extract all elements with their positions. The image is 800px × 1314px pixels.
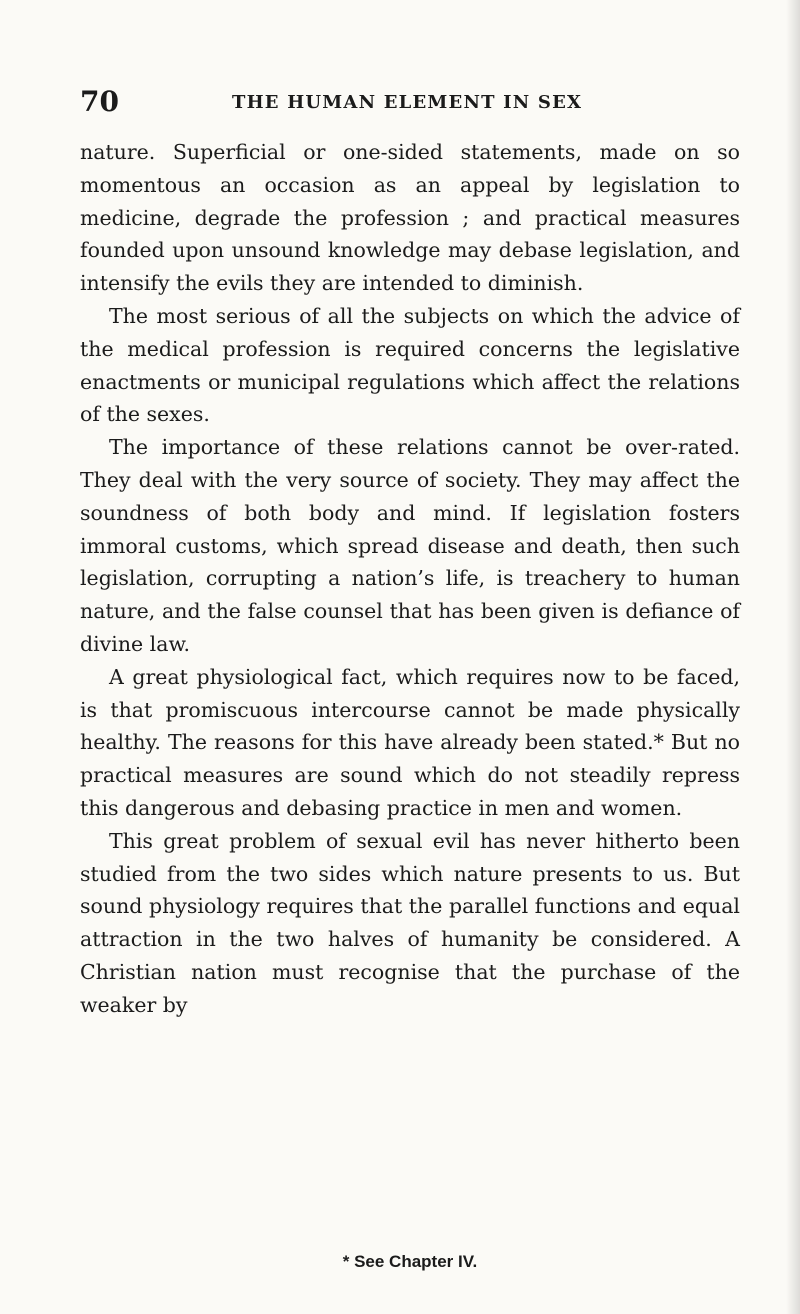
page-header [80, 84, 745, 124]
paragraph-medical-advice: The most serious of all the subjects on which the advice of the medical profession is required concerns the legislative enactments or municipal regulations which affect the relations of the sexes. [80, 303, 740, 427]
paragraph-physiological-fact: A great physiological fact, which requires now to be faced, is that promiscuous intercourse cannot be made physically healthy. The reasons for this have already been stated.* But no practical measures are sound which do not steadily repress this dangerous and debasing practice in men and women. [80, 664, 740, 820]
running-title: THE HUMAN ELEMENT IN SEX [232, 92, 583, 113]
page-number: 70 [80, 85, 119, 118]
page-edge-shadow [786, 0, 800, 1314]
paragraph-importance: The importance of these relations cannot be over-rated. They deal with the very source of society. They may affect the soundness of both body and mind. If legislation fosters immoral customs, which spread disease and death, then such legislation, corrupting a nation’s life, is treachery to human nature, and the false counsel that has been given is defiance of divine law. [80, 435, 740, 656]
paragraph-continued: nature. Superficial or one-sided statements, made on so momentous an occasion as an appeal by legislation to medicine, degrade the profession ; and practical measures founded upon unsound knowledge may debase legislation, and intensify the evils they are intended to diminish. [80, 140, 740, 296]
page-body [80, 136, 740, 1022]
footnote: * See Chapter IV. [342, 1252, 478, 1271]
paragraph-sexual-evil: This great problem of sexual evil has never hitherto been studied from the two sides which nature presents to us. But sound physiology requires that the parallel functions and equal attraction in the two halves of humanity be considered. A Christian nation must recognise that the purchase of the weaker by [80, 828, 740, 1017]
